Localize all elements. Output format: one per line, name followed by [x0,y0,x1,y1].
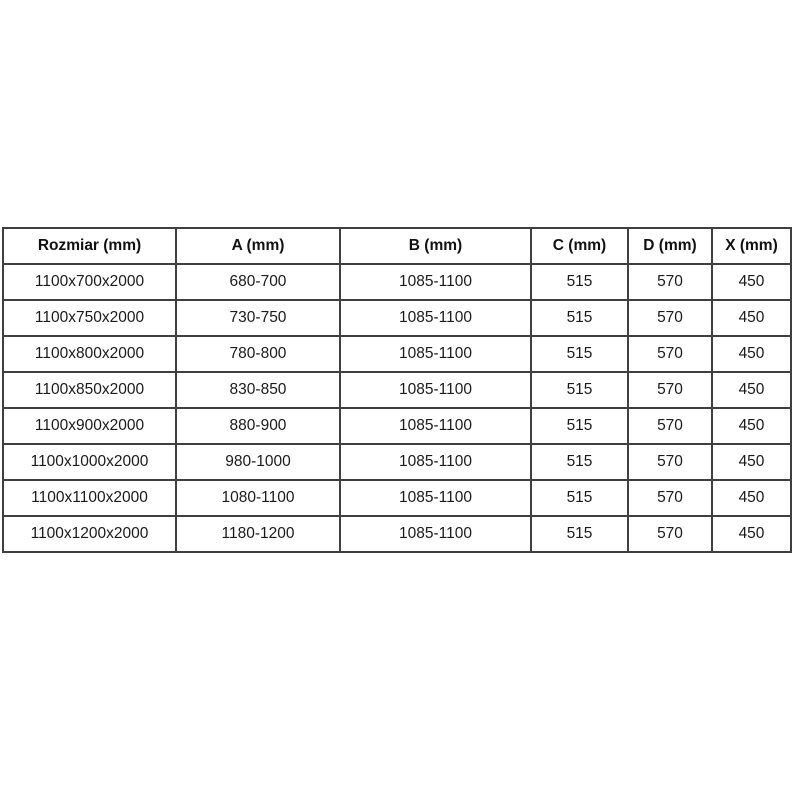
table-cell: 1100x1100x2000 [3,480,176,516]
table-row [3,372,791,408]
column-header: A (mm) [176,228,340,264]
table-cell: 1085-1100 [340,300,531,336]
table-cell: 1085-1100 [340,408,531,444]
column-header: Rozmiar (mm) [3,228,176,264]
column-header: B (mm) [340,228,531,264]
table-cell: 570 [628,516,712,552]
table-cell: 1100x1000x2000 [3,444,176,480]
table-row [3,336,791,372]
table-body [3,264,791,552]
table-cell: 450 [712,480,791,516]
table-cell: 450 [712,372,791,408]
table-cell: 1100x750x2000 [3,300,176,336]
table-cell: 450 [712,516,791,552]
table-cell: 570 [628,480,712,516]
table-row [3,264,791,300]
table-row [3,408,791,444]
table-cell: 570 [628,264,712,300]
table-cell: 515 [531,444,628,480]
column-header: D (mm) [628,228,712,264]
table-cell: 515 [531,408,628,444]
table-cell: 980-1000 [176,444,340,480]
table-cell: 515 [531,336,628,372]
table-cell: 880-900 [176,408,340,444]
table-cell: 515 [531,516,628,552]
table-cell: 570 [628,336,712,372]
table-cell: 515 [531,264,628,300]
table-cell: 1085-1100 [340,372,531,408]
table-cell: 1100x700x2000 [3,264,176,300]
table-cell: 450 [712,300,791,336]
table-cell: 1080-1100 [176,480,340,516]
table-row [3,480,791,516]
table-cell: 1100x900x2000 [3,408,176,444]
table-cell: 570 [628,372,712,408]
table-cell: 570 [628,444,712,480]
table-cell: 570 [628,408,712,444]
table-cell: 1100x800x2000 [3,336,176,372]
table-cell: 1100x850x2000 [3,372,176,408]
table-cell: 1085-1100 [340,516,531,552]
table-cell: 1085-1100 [340,444,531,480]
table-cell: 570 [628,300,712,336]
table-cell: 680-700 [176,264,340,300]
table-cell: 830-850 [176,372,340,408]
column-header: X (mm) [712,228,791,264]
table-row [3,300,791,336]
table-cell: 450 [712,408,791,444]
column-header: C (mm) [531,228,628,264]
table-cell: 450 [712,264,791,300]
header-row [3,228,791,264]
table-cell: 1180-1200 [176,516,340,552]
table-cell: 1085-1100 [340,480,531,516]
table-cell: 450 [712,336,791,372]
table-cell: 450 [712,444,791,480]
table-cell: 780-800 [176,336,340,372]
table-cell: 515 [531,300,628,336]
table-cell: 730-750 [176,300,340,336]
table-head [3,228,791,264]
table-cell: 515 [531,480,628,516]
table-row [3,444,791,480]
dimensions-table-container [2,227,790,553]
dimensions-table [2,227,792,553]
table-cell: 1100x1200x2000 [3,516,176,552]
table-cell: 1085-1100 [340,264,531,300]
table-cell: 1085-1100 [340,336,531,372]
table-cell: 515 [531,372,628,408]
table-row [3,516,791,552]
